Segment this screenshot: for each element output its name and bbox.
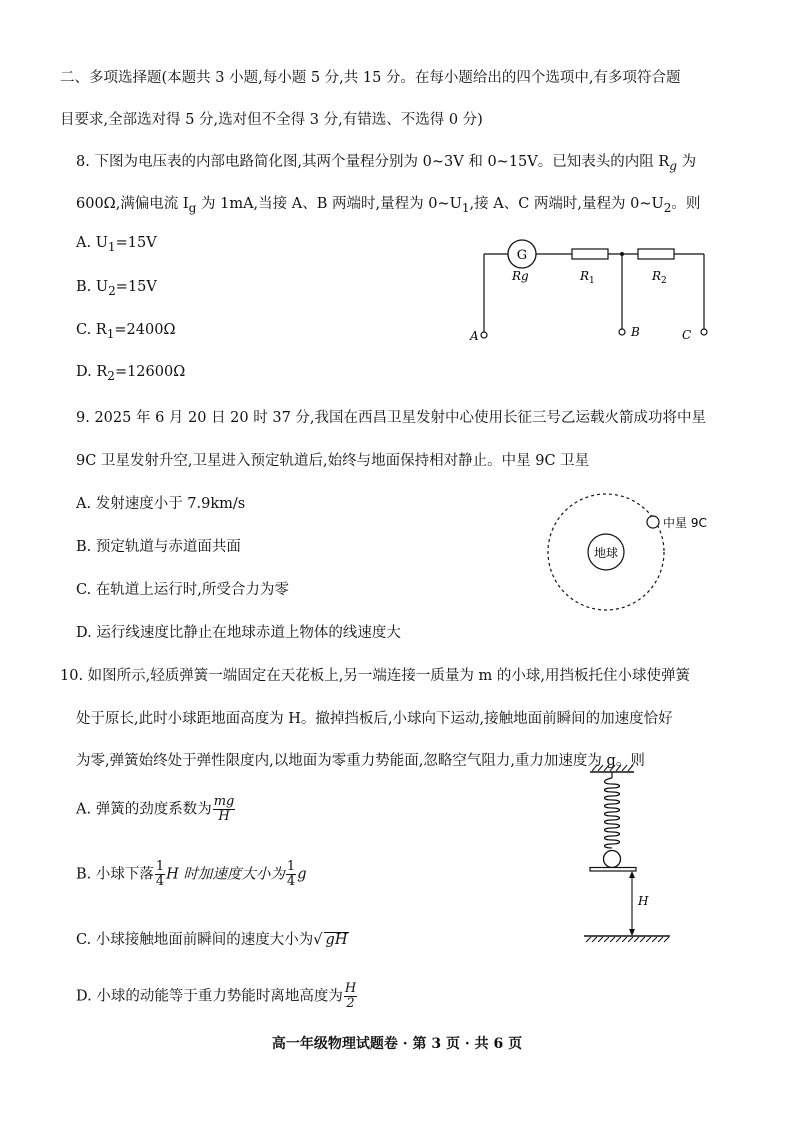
q8-option-d: D. $R_2=12600\Omega$ (76, 364, 186, 383)
q8-stem-line1: 8. 下图为电压表的内部电路简化图,其两个量程分别为 0~3V 和 0~15V。已知表头的内阻 $R_g$ 为 (76, 154, 697, 173)
svg-text:R2: $R_2$ (652, 269, 667, 286)
spring-ball-diagram (570, 762, 680, 947)
q10-stem-line2: 处于原长,此时小球距地面高度为 H。撤掉挡板后,小球向下运动,接触地面前瞬间的加速度恰好 (76, 711, 673, 727)
svg-text:地球: 地球 (593, 546, 619, 560)
q9-stem-line2: 9C 卫星发射升空,卫星进入预定轨道后,始终与地面保持相对静止。中星 9C 卫星 (76, 453, 590, 469)
svg-text:R1: $R_1$ (580, 269, 595, 286)
q8-stem-line2: 600Ω,满偏电流 $I_g$ 为 1mA,当接 A、B 两端时,量程为 $0\sim U_1$,接 A、C 两端时,量程为 $0\sim U_2$。则 (76, 196, 701, 215)
svg-text:C: C (682, 328, 692, 342)
section-heading-line1: 二、多项选择题(本题共 3 小题,每小题 5 分,共 15 分。在每小题给出的四个选项中,有多项符合题 (60, 70, 681, 86)
q8-option-a: A. $U_1=15V$ (76, 235, 157, 254)
svg-text:G: G (516, 248, 528, 263)
satellite-icon (647, 516, 659, 528)
plate-icon (590, 868, 636, 872)
terminal-b-icon (619, 329, 625, 335)
svg-text:Rg: Rg (512, 269, 529, 283)
section-heading-line2: 目要求,全部选对得 5 分,选对但不全得 3 分,有错选、不选得 0 分) (60, 112, 483, 128)
ball-icon (604, 851, 621, 868)
q8-option-c: C. $R_1=2400\Omega$ (76, 322, 176, 341)
resistor-r2-icon (638, 249, 674, 259)
q10-option-d: D. 小球的动能等于重力势能时离地高度为 $\frac{H}{2}$ (76, 981, 357, 1011)
q9-option-a: A. 发射速度小于 7.9km/s (76, 496, 246, 512)
q8-option-b: B. $U_2=15V$ (76, 279, 157, 298)
svg-text:B: B (631, 325, 640, 339)
terminal-c-icon (701, 329, 707, 335)
svg-text:H: H (638, 894, 649, 908)
page-footer: 高一年级物理试题卷 · 第 3 页 · 共 6 页 (271, 1036, 523, 1052)
terminal-a-icon (481, 332, 487, 338)
q9-stem-line1: 9. 2025 年 6 月 20 日 20 时 37 分,我国在西昌卫星发射中心使用长征三号乙运载火箭成功将中星 (76, 410, 707, 426)
q9-option-d: D. 运行线速度比静止在地球赤道上物体的线速度大 (76, 625, 401, 641)
q9-option-c: C. 在轨道上运行时,所受合力为零 (76, 582, 289, 598)
resistor-r1-icon (572, 249, 608, 259)
satellite-orbit-diagram (540, 486, 740, 616)
spring-icon (605, 778, 620, 848)
q10-option-c: C. 小球接触地面前瞬间的速度大小为√ gH (76, 932, 348, 948)
q10-stem-line1: 10. 如图所示,轻质弹簧一端固定在天花板上,另一端连接一质量为 m 的小球,用挡板托住小球使弹簧 (60, 668, 690, 684)
q10-option-b: B. 小球下落 $\frac{1}{4}$ H 时加速度大小为 $\frac{1}{4}$ g (76, 859, 307, 889)
q10-option-a: A. 弹簧的劲度系数为 $\frac{mg}{H}$ (76, 794, 235, 824)
voltmeter-circuit-diagram (468, 232, 718, 352)
svg-text:中星 9C: 中星 9C (663, 516, 707, 530)
q9-option-b: B. 预定轨道与赤道面共面 (76, 539, 241, 555)
svg-text:A: A (470, 329, 479, 343)
q10-stem-line3: 为零,弹簧始终处于弹性限度内,以地面为零重力势能面,忽略空气阻力,重力加速度为 g。则 (76, 753, 645, 769)
